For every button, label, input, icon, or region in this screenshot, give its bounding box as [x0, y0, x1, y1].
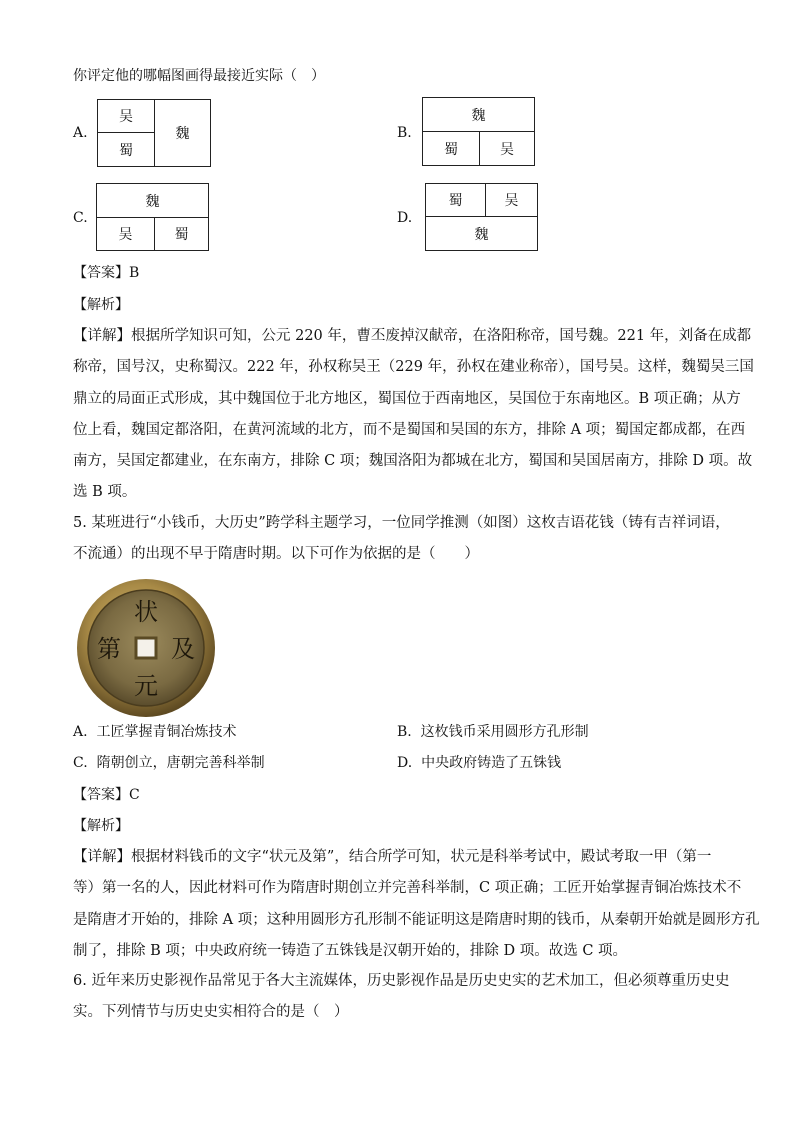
diagram-a-cell-wei: 魏 [154, 99, 211, 167]
q4-answer: 【答案】B [73, 265, 140, 281]
q5-option-d-label: D. [397, 755, 413, 771]
diagram-c-cell-shu: 蜀 [154, 217, 209, 251]
q6-stem-line: 实。下列情节与历史史实相符合的是（ ） [73, 1004, 349, 1021]
question-5-stem [73, 508, 730, 571]
q4-detail-line: 选 B 项。 [73, 484, 137, 501]
option-c-label[interactable]: C. [73, 210, 88, 226]
coin-svg [76, 578, 216, 718]
q5-option-c-text: 隋朝创立，唐朝完善科举制 [96, 755, 265, 771]
q5-option-c[interactable] [73, 753, 265, 773]
coin-char-top: 状 [134, 598, 158, 626]
q5-detail-line: 等）第一名的人，因此材料可作为隋唐时期创立并完善科举制，C 项正确；工匠开始掌握青铜冶炼技术不 [73, 880, 742, 897]
q5-stem-line: 不流通）的出现不早于隋唐时期。以下可作为依据的是（ ） [73, 546, 479, 563]
q5-detail-line: 是隋唐才开始的，排除 A 项；这种用圆形方孔形制不能证明这是隋唐时期的钱币，从秦朝开始就是圆形方孔 [73, 911, 760, 928]
q4-detail-line: 鼎立的局面正式形成，其中魏国位于北方地区，蜀国位于西南地区，吴国位于东南地区。B 项正确；从方 [73, 390, 741, 407]
q5-answer: 【答案】C [73, 787, 140, 803]
q4-detail-line: 【详解】根据所学知识可知，公元 220 年，曹丕废掉汉献帝，在洛阳称帝，国号魏。221 年，刘备在成都 [73, 328, 752, 344]
q4-detail-line: 南方，吴国定都建业，在东南方，排除 C 项；魏国洛阳为都城在北方，蜀国和吴国居南方，排除 D 项。故 [73, 453, 753, 470]
diagram-b-cell-shu: 蜀 [422, 131, 480, 166]
q5-detail-line: 【详解】根据材料钱币的文字“状元及第”，结合所学可知，状元是科举考试中，殿试考取一甲（第一 [73, 849, 712, 865]
diagram-c-cell-wei: 魏 [96, 183, 209, 218]
diagram-a-cell-shu: 蜀 [97, 132, 155, 167]
diagram-b-cell-wei: 魏 [422, 97, 535, 132]
coin-char-left: 第 [97, 635, 121, 663]
q5-option-b[interactable] [397, 722, 589, 742]
diagram-d-cell-wu: 吴 [485, 183, 538, 217]
coin-char-bottom: 元 [134, 672, 158, 700]
diagram-d-cell-shu: 蜀 [425, 183, 486, 217]
q5-analysis-heading: 【解析】 [73, 818, 129, 834]
option-a-label[interactable]: A. [73, 125, 88, 141]
q5-option-a-label: A. [73, 724, 88, 740]
q5-stem-line: 5. 某班进行“小钱币，大历史”跨学科主题学习，一位同学推测（如图）这枚吉语花钱（铸有吉祥词语， [73, 515, 730, 531]
q4-detail-line: 称帝，国号汉，史称蜀汉。222 年，孙权称吴王（229 年，孙权在建业称帝），国号吴。这样，魏蜀吴三国 [73, 359, 754, 376]
diagram-c-cell-wu: 吴 [96, 217, 155, 251]
option-b-label[interactable]: B. [397, 125, 412, 141]
q5-detail-line: 制了，排除 B 项；中央政府统一铸造了五铢钱是汉朝开始的，排除 D 项。故选 C 项。 [73, 942, 628, 959]
diagram-a-cell-wu: 吴 [97, 99, 155, 133]
q5-option-c-label: C. [73, 755, 88, 771]
q5-option-b-text: 这枚钱币采用圆形方孔形制 [420, 724, 589, 740]
q5-option-d[interactable] [397, 753, 561, 773]
question-6-stem [73, 966, 730, 1029]
q5-detail-paragraph [73, 842, 760, 967]
coin-char-right: 及 [171, 635, 195, 663]
q5-option-d-text: 中央政府铸造了五铢钱 [421, 755, 562, 771]
q5-option-b-label: B. [397, 724, 412, 740]
option-d-label[interactable]: D. [397, 210, 413, 226]
q5-option-a[interactable] [73, 722, 236, 742]
q4-detail-line: 位上看，魏国定都洛阳，在黄河流域的北方，而不是蜀国和吴国的东方，排除 A 项；蜀国定都成都，在西 [73, 421, 746, 438]
question-4-stem: 你评定他的哪幅图画得最接近实际（ ） [73, 68, 325, 84]
q5-option-a-text: 工匠掌握青铜冶炼技术 [96, 724, 237, 740]
q4-detail-paragraph [73, 321, 754, 509]
coin-image [76, 578, 216, 718]
q6-stem-line: 6. 近年来历史影视作品常见于各大主流媒体，历史影视作品是历史史实的艺术加工，但必须尊重历史史 [73, 973, 730, 989]
q4-analysis-heading: 【解析】 [73, 297, 129, 313]
diagram-d-cell-wei: 魏 [425, 216, 538, 251]
diagram-b-cell-wu: 吴 [479, 131, 535, 166]
coin-square-hole [136, 638, 156, 658]
